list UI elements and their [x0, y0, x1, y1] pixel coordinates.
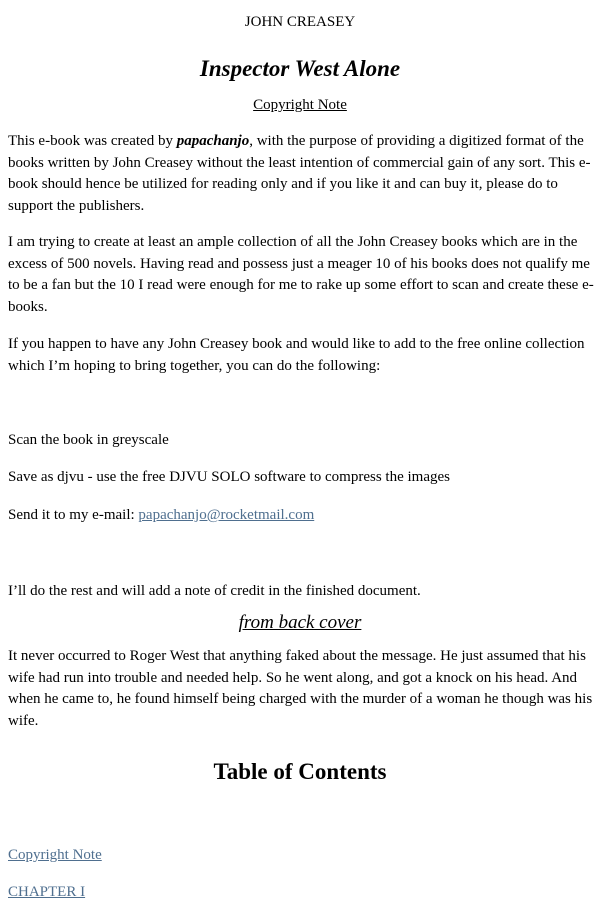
intro-paragraph [8, 131, 594, 218]
toc-link-copyright-note[interactable]: Copyright Note [8, 847, 102, 863]
copyright-note-heading: Copyright Note [253, 97, 347, 113]
back-cover-heading: from back cover [238, 612, 362, 633]
step-send-email [8, 505, 314, 526]
contribute-paragraph: If you happen to have any John Creasey book and would like to add to the free online collection which I’m hoping to bring together, you can do the following: [8, 336, 585, 374]
collection-paragraph: I am trying to create at least an ample collection of all the John Creasey books which are in the excess of 500 novels. Having read and possess just a meager 10 of his books does not qualify me to be a fan but the 10 I read were enough for me to rake up some effort to scan and create these e-books. [8, 234, 594, 316]
email-prefix: Send it to my e-mail: [8, 507, 139, 523]
toc-link-chapter-1[interactable]: CHAPTER I [8, 884, 86, 900]
step-save-djvu: Save as djvu - use the free DJVU SOLO software to compress the images [8, 469, 450, 485]
author-name: JOHN CREASEY [244, 14, 356, 30]
step-scan: Scan the book in greyscale [8, 432, 169, 448]
creator-name: papachanjo [176, 133, 250, 149]
book-title: Inspector West Alone [199, 56, 401, 81]
back-cover-paragraph: It never occurred to Roger West that anything faked about the message. He just assumed that his wife had run into trouble and needed help. So he went along, and got a knock on his head. And when he came to, he found himself being charged with the murder of a woman he though was his wife. [8, 648, 593, 730]
toc-heading: Table of Contents [213, 759, 387, 784]
closing-line: I’ll do the rest and will add a note of credit in the finished document. [8, 583, 421, 599]
intro-text-before: This e-book was created by [8, 133, 177, 149]
email-link[interactable]: papachanjo@rocketmail.com [138, 507, 315, 523]
intro-text-after: , with the purpose of providing a digitized format of the books written by John Creasey without the least intention of commercial gain of any sort. This e-book should hence be utilized for reading only and if you like it and can buy it, please do to support the publishers. [8, 133, 591, 215]
